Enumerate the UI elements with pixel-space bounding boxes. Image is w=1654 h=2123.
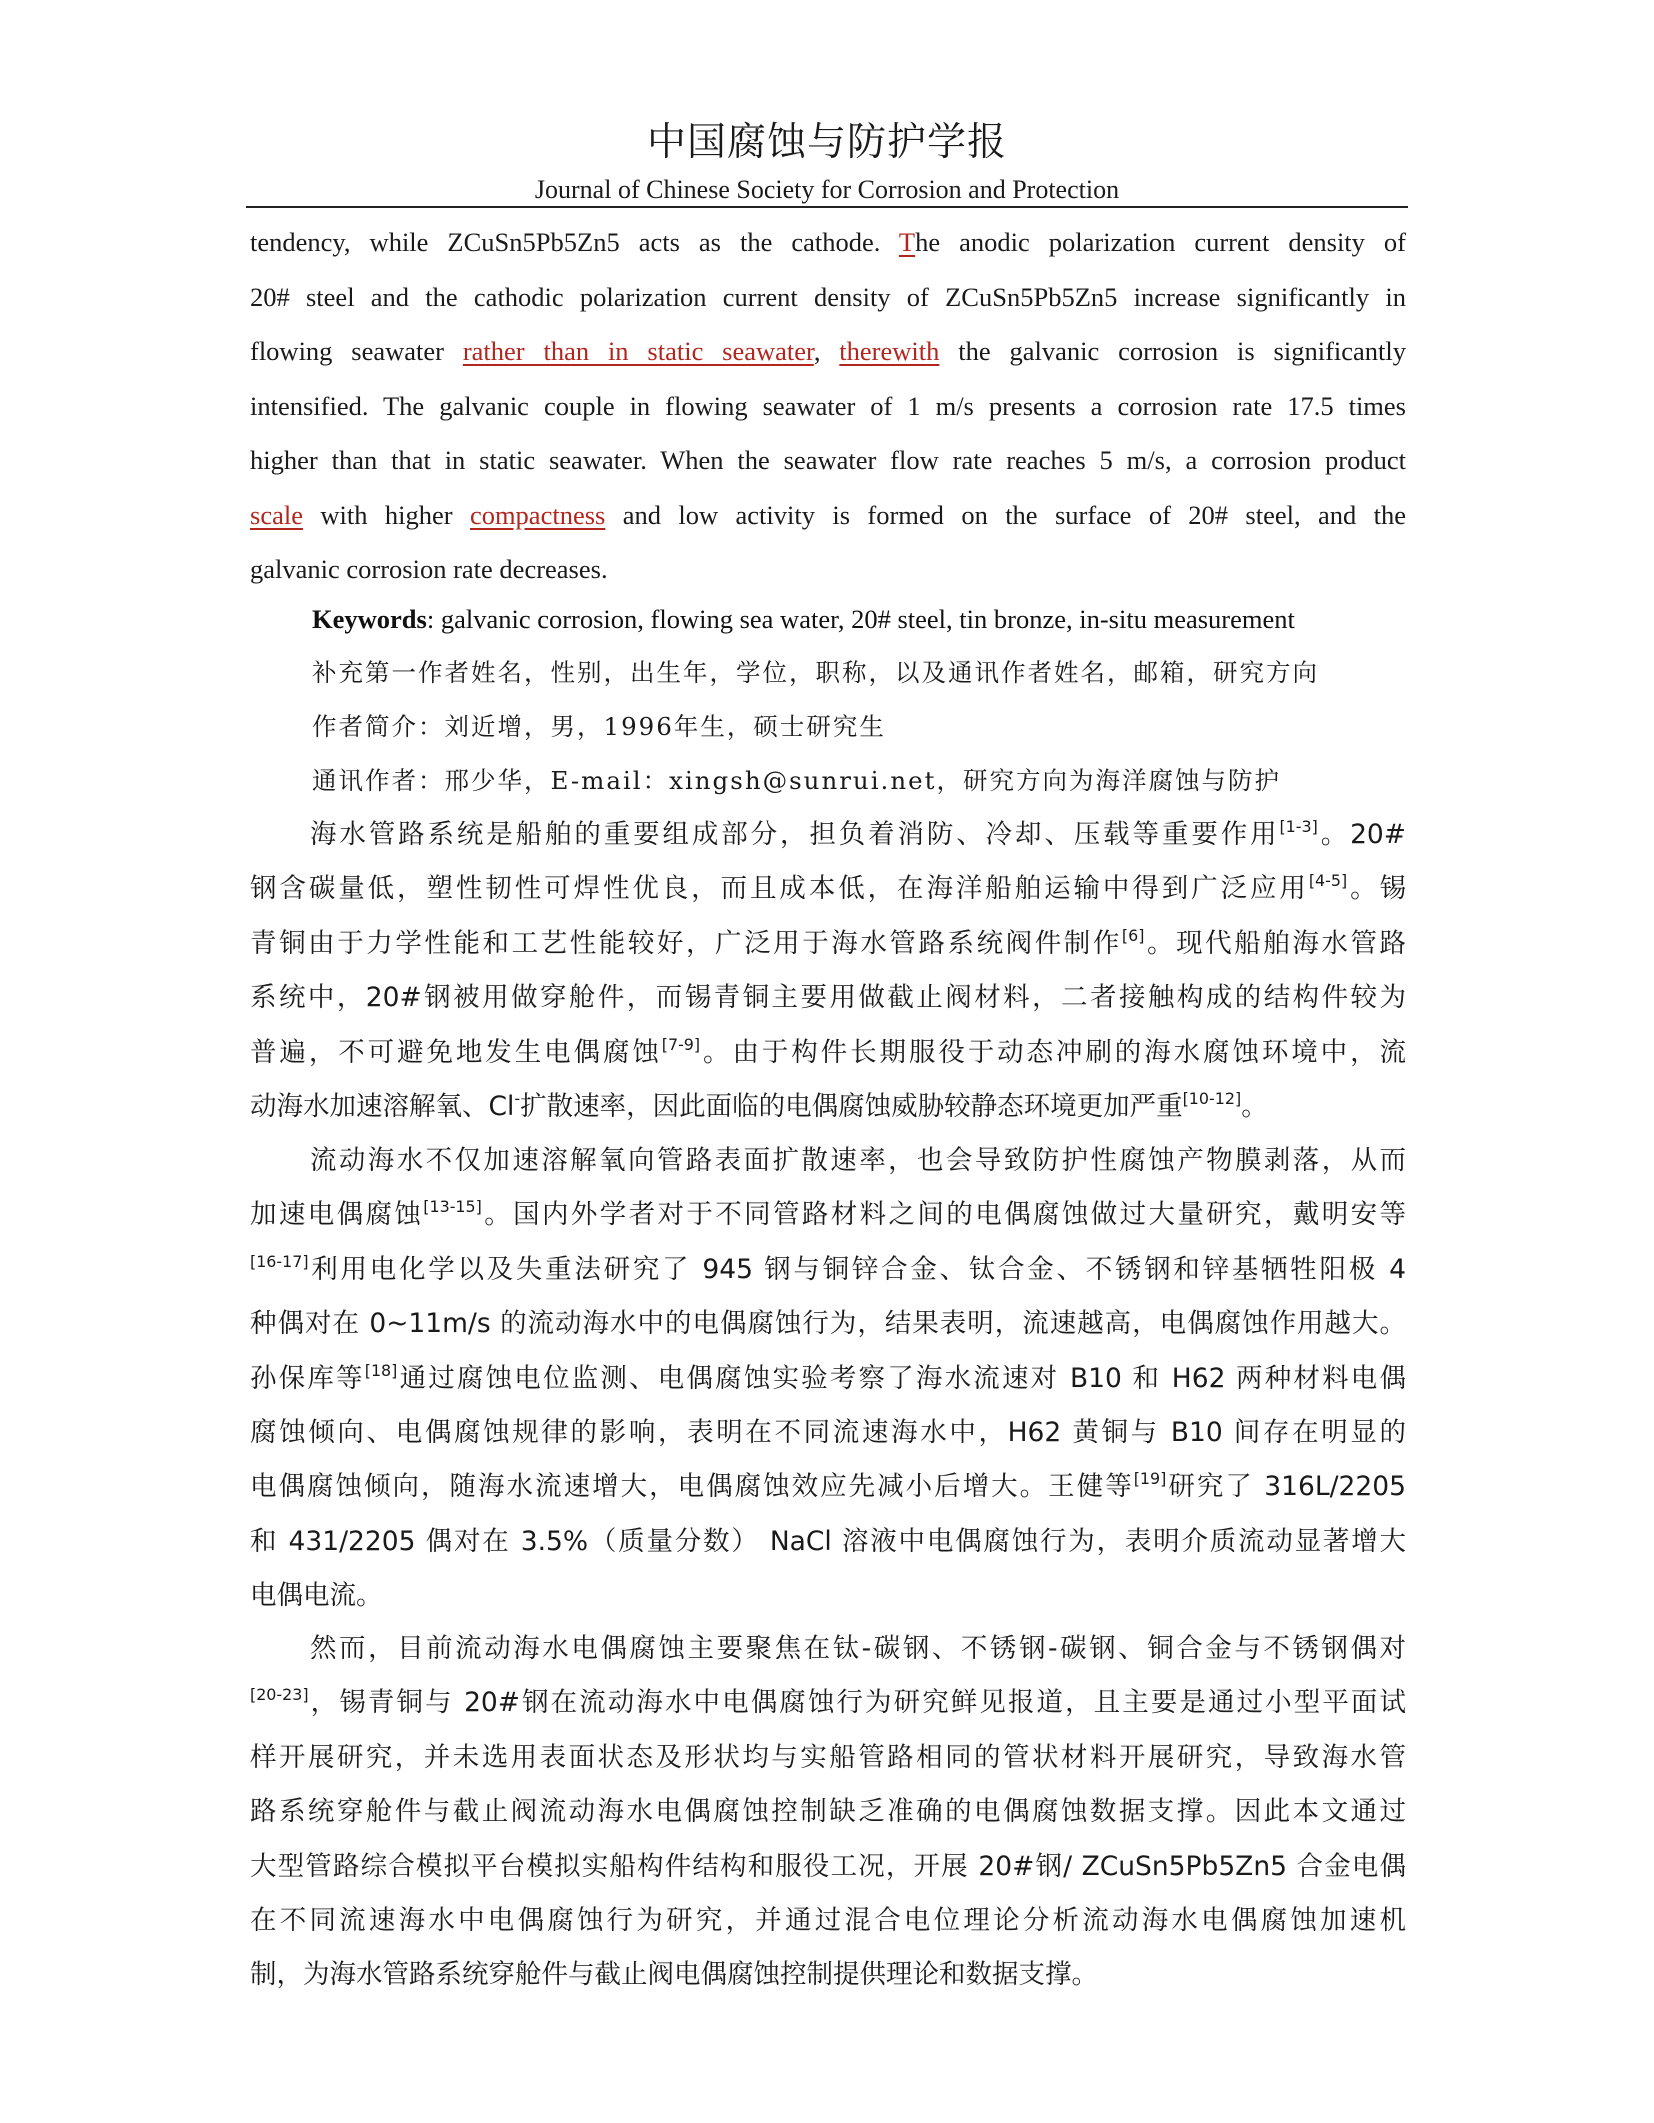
author-bio: 作者简介：刘近增，男，1996年生，硕士研究生 <box>312 712 886 741</box>
abstract-paragraph <box>250 215 1406 597</box>
abstract-line: higher than that in static seawater. When the seawater flow rate reaches 5 m/s, a corrosion product <box>250 445 1406 475</box>
paragraph-line: 海水管路系统是船舶的重要组成部分，担负着消防、冷却、压载等重要作用[1-3]。20# <box>310 816 1406 850</box>
paragraph-line: 动海水加速溶解氧、Cl-扩散速率，因此面临的电偶腐蚀威胁较静态环境更加严重[10-12]。 <box>250 1088 1268 1123</box>
keywords <box>312 592 1295 646</box>
abstract-line: intensified. The galvanic couple in flowing seawater of 1 m/s presents a corrosion rate 17.5 times <box>250 390 1406 421</box>
abstract-line: scale with higher compactness and low activity is formed on the surface of 20# steel, and the <box>250 499 1407 530</box>
tracked-change: compactness <box>469 499 606 530</box>
tracked-change: rather than in static seawater <box>462 336 814 366</box>
paragraph-line: [20-23]，锡青铜与 20#钢在流动海水中电偶腐蚀行为研究鲜见报道，且主要是通过小型平面试 <box>250 1685 1406 1719</box>
paragraph-line: 然而，目前流动海水电偶腐蚀主要聚焦在钛-碳钢、不锈钢-碳钢、铜合金与不锈钢偶对 <box>310 1633 1406 1664</box>
abstract-line: galvanic corrosion rate decreases. <box>250 554 608 584</box>
abstract-line: 20# steel and the cathodic polarization current density of ZCuSn5Pb5Zn5 increase significantly in <box>250 281 1406 312</box>
tracked-change: T <box>898 227 916 257</box>
paragraph-line: 和 431/2205 偶对在 3.5%（质量分数） NaCl 溶液中电偶腐蚀行为，表明介质流动显著增大 <box>250 1525 1406 1557</box>
paragraph-line: 流动海水不仅加速溶解氧向管路表面扩散速率，也会导致防护性腐蚀产物膜剥落，从而 <box>310 1145 1406 1176</box>
abstract-line: flowing seawater rather than in static seawater, therewith the galvanic corrosion is significantly <box>250 336 1407 366</box>
paragraph-line: 电偶电流。 <box>250 1580 383 1612</box>
intro-paragraph-2 <box>250 1134 1406 1624</box>
paragraph-line: [16-17]利用电化学以及失重法研究了 945 钢与铜锌合金、钛合金、不锈钢和锌基牺牲阳极 4 <box>250 1251 1406 1285</box>
header-divider <box>246 206 1408 208</box>
paragraph-line: 大型管路综合模拟平台模拟实船构件结构和服役工况，开展 20#钢/ ZCuSn5Pb5Zn5 合金电偶 <box>250 1850 1406 1882</box>
keywords-label: Keywords <box>312 604 427 634</box>
paragraph-line: 孙保库等[18]通过腐蚀电位监测、电偶腐蚀实验考察了海水流速对 B10 和 H62 两种材料电偶 <box>250 1360 1406 1394</box>
paragraph-line: 钢含碳量低，塑性韧性可焊性优良，而且成本低，在海洋船舶运输中得到广泛应用[4-5]。锡 <box>250 871 1407 905</box>
tracked-change: therewith <box>839 336 940 366</box>
journal-title-en: Journal of Chinese Society for Corrosion and Protection <box>534 175 1120 204</box>
intro-paragraph-1 <box>250 808 1406 1134</box>
journal-title-cn: 中国腐蚀与防护学报 <box>646 120 1007 165</box>
tracked-change: scale <box>250 499 303 530</box>
paragraph-line: 普遍，不可避免地发生电偶腐蚀[7-9]。由于构件长期服役于动态冲刷的海水腐蚀环境中，流 <box>250 1034 1407 1068</box>
paragraph-line: 系统中，20#钢被用做穿舱件，而锡青铜主要用做截止阀材料，二者接触构成的结构件较为 <box>250 982 1406 1014</box>
paragraph-line: 腐蚀倾向、电偶腐蚀规律的影响，表明在不同流速海水中，H62 黄铜与 B10 间存在明显的 <box>250 1417 1406 1449</box>
paragraph-line: 电偶腐蚀倾向，随海水流速增大，电偶腐蚀效应先减小后增大。王健等[19]研究了 316L/2205 <box>250 1469 1406 1503</box>
keywords-text: : galvanic corrosion, flowing sea water, 20# steel, tin bronze, in-situ measurement <box>426 604 1295 634</box>
paragraph-line: 青铜由于力学性能和工艺性能较好，广泛用于海水管路系统阀件制作[6]。现代船舶海水管路 <box>250 925 1407 959</box>
abstract-line: tendency, while ZCuSn5Pb5Zn5 acts as the cathode. The anodic polarization current density of <box>250 227 1406 257</box>
corresponding-author: 通讯作者：邢少华，E-mail：xingsh@sunrui.net，研究方向为海洋腐蚀与防护 <box>312 766 1281 795</box>
author-info-note: 补充第一作者姓名，性别，出生年，学位，职称，以及通讯作者姓名，邮箱，研究方向 <box>312 658 1319 687</box>
paragraph-line: 路系统穿舱件与截止阀流动海水电偶腐蚀控制缺乏准确的电偶腐蚀数据支撑。因此本文通过 <box>250 1796 1406 1828</box>
journal-header <box>246 118 1408 208</box>
intro-paragraph-3 <box>250 1622 1406 2003</box>
paragraph-line: 种偶对在 0~11m/s 的流动海水中的电偶腐蚀行为，结果表明，流速越高，电偶腐蚀作用越大。 <box>250 1308 1406 1340</box>
paragraph-line: 在不同流速海水中电偶腐蚀行为研究，并通过混合电位理论分析流动海水电偶腐蚀加速机 <box>250 1905 1406 1937</box>
paragraph-line: 制，为海水管路系统穿舱件与截止阀电偶腐蚀控制提供理论和数据支撑。 <box>250 1959 1098 1991</box>
paragraph-line: 样开展研究，并未选用表面状态及形状均与实船管路相同的管状材料开展研究，导致海水管 <box>250 1741 1406 1773</box>
paragraph-line: 加速电偶腐蚀[13-15]。国内外学者对于不同管路材料之间的电偶腐蚀做过大量研究，戴明安等 <box>250 1197 1407 1231</box>
